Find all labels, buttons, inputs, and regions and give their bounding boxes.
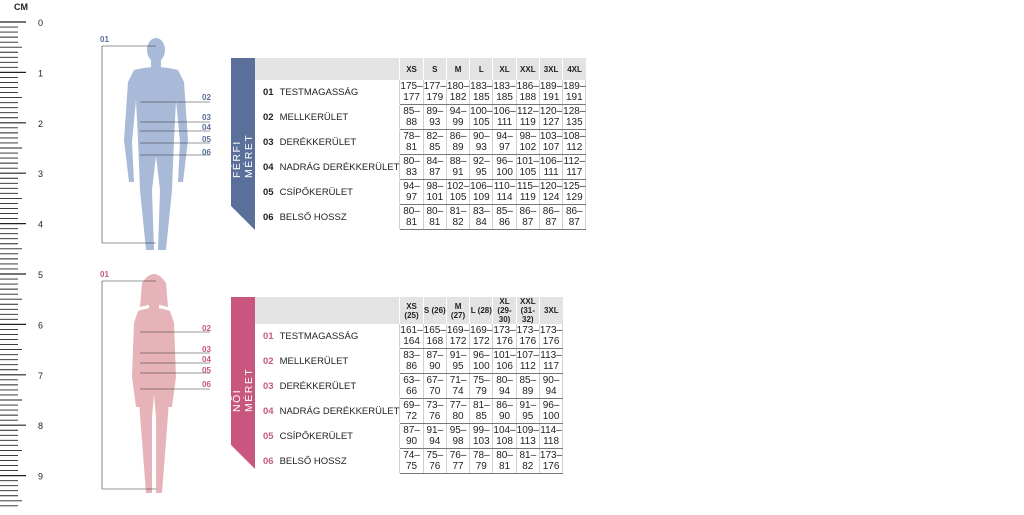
size-value-cell: 98–101: [423, 180, 446, 205]
men-size-header: 3XL: [539, 58, 562, 80]
measurement-label: [255, 324, 400, 349]
ruler-label: 5: [38, 270, 44, 280]
ruler-label: 8: [38, 421, 44, 432]
size-value-cell: 85–86: [493, 205, 516, 230]
ruler-label: 4: [38, 219, 44, 230]
measurement-name: BELSŐ HOSSZ: [279, 211, 347, 223]
size-value-cell: 96–100: [493, 155, 516, 180]
table-row: [255, 374, 563, 399]
size-value-cell: 87–90: [400, 424, 423, 449]
ruler-label: 9: [38, 471, 44, 482]
ruler-label: 6: [38, 320, 44, 331]
measurement-label: [255, 349, 400, 374]
measurement-label: [255, 424, 400, 449]
size-value-cell: 114–118: [540, 425, 562, 447]
size-value-cell: 169–172: [470, 325, 493, 347]
men-header-row: [255, 58, 586, 80]
size-value-cell: 120–124: [539, 181, 563, 203]
measurement-label: [255, 180, 400, 205]
ruler-label: 1: [38, 68, 44, 79]
measurement-number: 06: [263, 211, 274, 223]
size-value-cell: 86–87: [539, 205, 562, 230]
size-value-cell: 108–112: [563, 131, 586, 153]
size-value-cell: 183–185: [493, 81, 516, 103]
women-silhouette: [132, 274, 176, 493]
men-size-header: XXL: [516, 58, 539, 80]
measurement-number: 04: [263, 405, 274, 417]
size-value-cell: 75–76: [423, 449, 446, 474]
size-value-cell: 183–185: [470, 81, 493, 103]
size-value-cell: 98–102: [516, 130, 539, 155]
size-value-cell: 189–191: [539, 81, 563, 103]
size-value-cell: 173–176: [493, 325, 516, 347]
table-row: [255, 424, 563, 449]
size-value-cell: 125–129: [563, 181, 586, 203]
size-value-cell: 86–90: [493, 399, 516, 424]
women-marker-03: 03: [202, 345, 211, 354]
size-value-cell: 101–105: [516, 156, 539, 178]
men-silhouette: [124, 38, 188, 250]
size-value-cell: 94–99: [446, 105, 469, 130]
size-value-cell: 85–88: [400, 105, 423, 130]
size-value-cell: 78–81: [400, 130, 423, 155]
measurement-number: 01: [263, 86, 274, 98]
measurement-name: TESTMAGASSÁG: [279, 330, 359, 342]
size-value-cell: 84–87: [423, 155, 446, 180]
size-value-cell: 86–89: [446, 130, 469, 155]
men-size-table: [255, 58, 586, 230]
ruler-label: 3: [38, 169, 44, 180]
size-value-cell: 106–111: [539, 156, 563, 178]
table-row: [255, 105, 586, 130]
men-marker-01: 01: [100, 35, 109, 44]
size-value-cell: 109–113: [516, 425, 539, 447]
size-value-cell: 91–95: [516, 399, 539, 424]
size-value-cell: 99–103: [470, 424, 493, 449]
ruler-ticks: [0, 0, 60, 510]
size-value-cell: 80–83: [400, 155, 423, 180]
size-value-cell: 87–90: [423, 349, 446, 374]
size-value-cell: 96–100: [470, 349, 493, 374]
size-value-cell: 82–85: [423, 130, 446, 155]
measurement-label: [255, 105, 400, 130]
measurement-name: DERÉKKERÜLET: [279, 380, 357, 392]
men-marker-05: 05: [202, 135, 211, 144]
size-value-cell: 86–87: [563, 205, 586, 230]
size-value-cell: 75–79: [470, 374, 493, 399]
ruler-label: 2: [38, 118, 44, 129]
size-value-cell: 90–93: [470, 130, 493, 155]
size-value-cell: 88–91: [446, 155, 469, 180]
women-marker-06: 06: [202, 380, 211, 389]
size-value-cell: 101–106: [493, 350, 516, 372]
men-size-header: XL: [493, 58, 516, 80]
measurement-label: [255, 399, 400, 424]
men-size-header: XS: [400, 58, 423, 80]
size-value-cell: 71–74: [446, 374, 469, 399]
table-row: [255, 324, 563, 349]
size-value-cell: 104–108: [493, 425, 516, 447]
women-size-header: S (26): [423, 297, 446, 324]
men-marker-06: 06: [202, 148, 211, 157]
measurement-label: [255, 449, 400, 474]
women-marker-05: 05: [202, 366, 211, 375]
women-header-row: [255, 297, 563, 324]
men-marker-02: 02: [202, 93, 211, 102]
size-value-cell: 110–114: [493, 181, 516, 203]
size-value-cell: 90–94: [539, 374, 562, 399]
women-size-header: XXL (31-32): [516, 297, 539, 324]
measurement-number: 02: [263, 355, 274, 367]
size-value-cell: 77–80: [446, 399, 469, 424]
women-body-figure: [90, 265, 220, 500]
size-value-cell: 128–135: [563, 106, 586, 128]
size-value-cell: 173–176: [539, 325, 563, 347]
ruler-label: 0: [38, 18, 44, 28]
size-value-cell: 165–168: [423, 325, 446, 347]
size-value-cell: 173–176: [516, 325, 539, 347]
table-row: [255, 449, 563, 474]
size-value-cell: 186–188: [516, 81, 539, 103]
size-value-cell: 80–81: [423, 205, 446, 230]
women-size-table: [255, 297, 563, 474]
men-marker-04: 04: [202, 123, 211, 132]
size-value-cell: 67–70: [423, 374, 446, 399]
women-marker-04: 04: [202, 355, 211, 364]
women-size-header: XL (29-30): [493, 297, 516, 324]
women-section-title: NŐI MÉRET: [231, 367, 255, 412]
size-value-cell: 96–100: [539, 399, 562, 424]
women-size-header: M (27): [446, 297, 469, 324]
measurement-label: [255, 155, 400, 180]
size-value-cell: 76–77: [446, 449, 469, 474]
men-size-header: 4XL: [563, 58, 586, 80]
table-row: [255, 155, 586, 180]
size-value-cell: 86–87: [516, 205, 539, 230]
table-row: [255, 205, 586, 230]
size-value-cell: 73–76: [423, 399, 446, 424]
size-value-cell: 112–119: [517, 106, 539, 128]
size-value-cell: 161–164: [400, 325, 423, 347]
size-value-cell: 95–98: [446, 424, 469, 449]
measurement-number: 03: [263, 136, 274, 148]
size-value-cell: 169–172: [446, 325, 470, 347]
measurement-number: 05: [263, 186, 274, 198]
size-value-cell: 92–95: [470, 155, 493, 180]
size-value-cell: 85–89: [516, 374, 539, 399]
size-value-cell: 91–94: [423, 424, 446, 449]
measurement-number: 05: [263, 430, 274, 442]
size-value-cell: 94–97: [493, 130, 516, 155]
size-value-cell: 106–111: [493, 106, 516, 128]
measurement-number: 04: [263, 161, 274, 173]
size-value-cell: 112–117: [563, 156, 586, 178]
measurement-name: MELLKERÜLET: [279, 111, 349, 123]
size-value-cell: 91–95: [446, 349, 469, 374]
size-value-cell: 115–119: [517, 181, 539, 203]
size-value-cell: 120–127: [539, 106, 563, 128]
size-value-cell: 63–66: [400, 374, 423, 399]
measurement-name: DERÉKKERÜLET: [279, 136, 357, 148]
table-row: [255, 399, 563, 424]
measurement-number: 02: [263, 111, 274, 123]
measurement-name: NADRÁG DERÉKKERÜLET: [279, 405, 400, 417]
men-marker-03: 03: [202, 113, 211, 122]
size-value-cell: 175–177: [400, 81, 423, 103]
measurement-name: MELLKERÜLET: [279, 355, 349, 367]
size-value-cell: 189–191: [563, 81, 586, 103]
men-section-title: FÉRFI MÉRET: [231, 133, 255, 178]
men-size-header: S: [423, 58, 446, 80]
size-value-cell: 83–86: [400, 349, 423, 374]
women-size-header: 3XL: [539, 297, 562, 324]
size-value-cell: 113–117: [540, 350, 562, 372]
women-marker-01: 01: [100, 270, 109, 279]
measurement-number: 06: [263, 455, 274, 467]
men-size-header: L: [470, 58, 493, 80]
size-value-cell: 81–82: [446, 205, 469, 230]
size-value-cell: 103–107: [539, 131, 563, 153]
size-value-cell: 94–97: [400, 180, 423, 205]
measurement-name: TESTMAGASSÁG: [279, 86, 359, 98]
measurement-name: CSÍPŐKERÜLET: [279, 186, 353, 198]
size-value-cell: 106–109: [470, 181, 493, 203]
size-value-cell: 107–112: [516, 350, 539, 372]
size-value-cell: 89–93: [423, 105, 446, 130]
ruler-label: 7: [38, 370, 44, 381]
measurement-label: [255, 80, 400, 105]
size-value-cell: 100–105: [470, 106, 493, 128]
men-size-header: M: [446, 58, 469, 80]
table-row: [255, 80, 586, 105]
measurement-label: [255, 205, 400, 230]
women-marker-02: 02: [202, 324, 211, 333]
size-value-cell: 80–81: [493, 449, 516, 474]
women-header-corner: [255, 297, 400, 324]
ruler-unit-label: CM: [14, 2, 28, 12]
size-value-cell: 180–182: [446, 81, 470, 103]
measurement-name: NADRÁG DERÉKKERÜLET: [279, 161, 400, 173]
size-value-cell: 74–75: [400, 449, 423, 474]
measurement-label: [255, 130, 400, 155]
table-row: [255, 180, 586, 205]
cm-ruler: [0, 0, 60, 510]
size-value-cell: 102–105: [446, 181, 470, 203]
measurement-number: 01: [263, 330, 274, 342]
size-value-cell: 83–84: [470, 205, 493, 230]
size-value-cell: 78–79: [470, 449, 493, 474]
size-value-cell: 81–85: [470, 399, 493, 424]
size-value-cell: 80–81: [400, 205, 423, 230]
men-body-figure: [90, 30, 220, 255]
measurement-number: 03: [263, 380, 274, 392]
table-row: [255, 130, 586, 155]
table-row: [255, 349, 563, 374]
women-size-header: L (28): [470, 297, 493, 324]
women-size-header: XS (25): [400, 297, 423, 324]
measurement-label: [255, 374, 400, 399]
size-value-cell: 177–179: [423, 81, 446, 103]
size-value-cell: 69–72: [400, 399, 423, 424]
size-value-cell: 81–82: [516, 449, 539, 474]
size-value-cell: 80–94: [493, 374, 516, 399]
measurement-name: CSÍPŐKERÜLET: [279, 430, 353, 442]
measurement-name: BELSŐ HOSSZ: [279, 455, 347, 467]
size-value-cell: 173–176: [539, 450, 563, 472]
men-header-corner: [255, 58, 400, 80]
